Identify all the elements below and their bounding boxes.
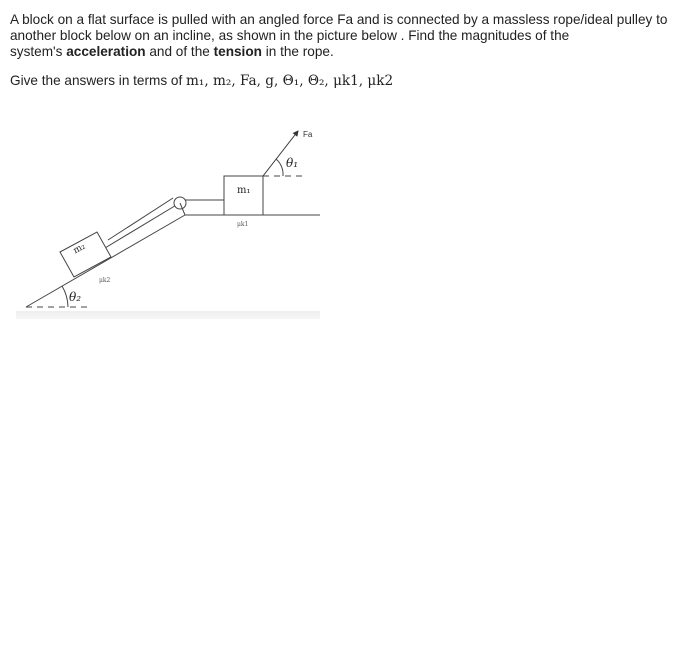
mu-k1-label: μk1 — [237, 221, 249, 228]
m1-label: m₁ — [237, 185, 251, 196]
theta1-label: θ₁ — [286, 156, 299, 170]
problem-line-3-suffix: in the rope. — [261, 44, 334, 59]
theta2-arc — [62, 286, 68, 307]
rope-incline-upper — [108, 198, 173, 240]
m2-label: m₂ — [71, 241, 88, 257]
instructions-prefix: Give the answers in terms of — [10, 73, 187, 88]
incline-surface — [26, 215, 185, 307]
problem-paragraph — [10, 12, 680, 60]
mu-k2-label: μk2 — [99, 277, 111, 284]
problem-line-2: another block below on an incline, as shown in the picture below . Find the magnitudes of the — [10, 28, 570, 43]
acceleration-emphasis: acceleration — [66, 44, 146, 59]
physics-diagram — [0, 110, 340, 325]
block-m2 — [60, 232, 111, 277]
theta1-arc — [276, 159, 283, 176]
problem-line-3-prefix: system's — [10, 44, 67, 59]
theta2-label: θ₂ — [69, 290, 82, 304]
problem-line-1: A block on a flat surface is pulled with an angled force Fa and is connected by a massless rope/ideal pulley to — [10, 12, 668, 27]
problem-statement — [10, 12, 680, 89]
problem-line-3-mid: and of the — [145, 44, 214, 59]
force-fa-label: Fa — [303, 130, 313, 139]
rope-incline-lower — [100, 204, 178, 251]
answer-instructions — [10, 73, 680, 89]
variable-list: m₁, m₂, Fa, g, Θ₁, Θ₂, μk1, μk2 — [186, 73, 394, 89]
tension-emphasis: tension — [213, 44, 262, 59]
